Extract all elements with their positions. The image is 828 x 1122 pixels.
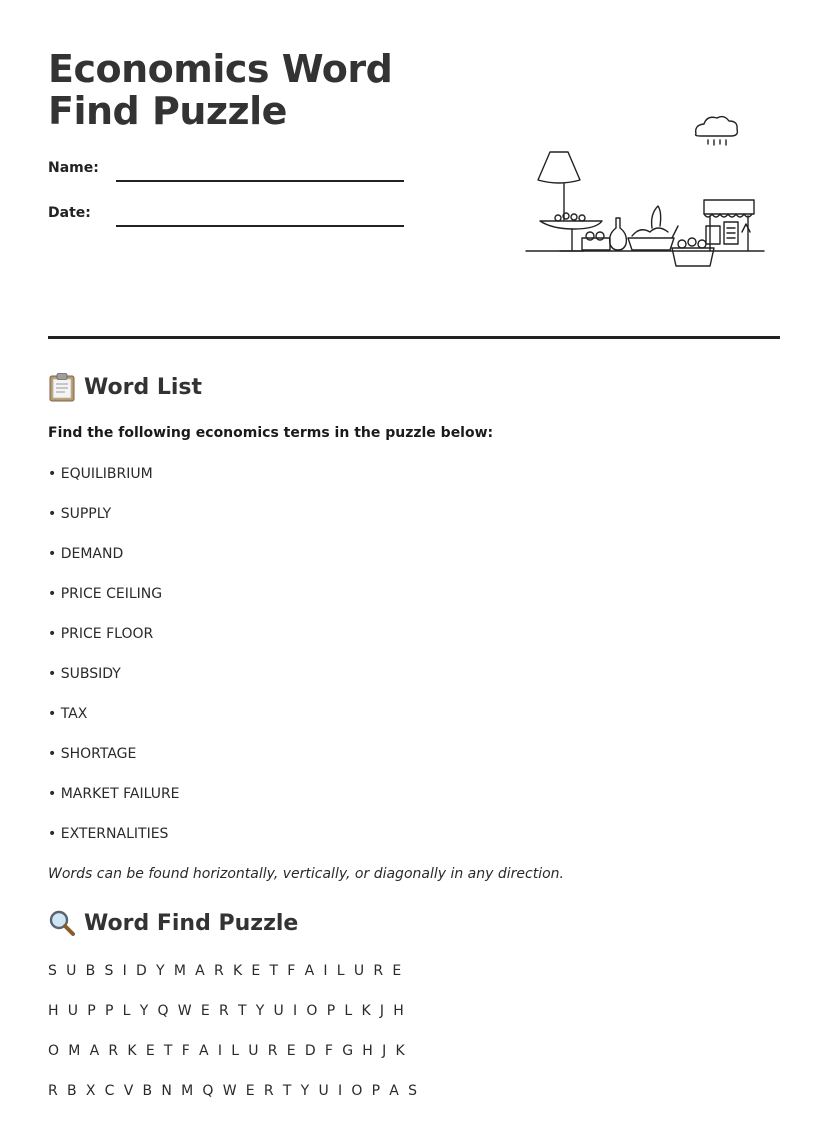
puzzle-row: S U B S I D Y M A R K E T F A I L U R E bbox=[48, 963, 404, 979]
puzzle-grid bbox=[48, 962, 419, 1122]
section-divider bbox=[48, 336, 780, 339]
list-item: • SUPPLY bbox=[48, 505, 180, 545]
puzzle-row: H U P P L Y Q W E R T Y U I O P L K J H bbox=[48, 1003, 407, 1019]
marketplace-illustration-icon bbox=[520, 108, 770, 273]
name-label: Name: bbox=[48, 160, 99, 176]
list-item: • SUBSIDY bbox=[48, 665, 180, 705]
list-item: • PRICE CEILING bbox=[48, 585, 180, 625]
list-item: • TAX bbox=[48, 705, 180, 745]
word-list-heading bbox=[48, 372, 202, 402]
list-item: • PRICE FLOOR bbox=[48, 625, 180, 665]
list-item: • EXTERNALITIES bbox=[48, 825, 180, 865]
page-title: Economics Word Find Puzzle bbox=[48, 47, 393, 133]
name-field-line[interactable] bbox=[116, 180, 404, 182]
direction-note: Words can be found horizontally, vertically, or diagonally in any direction. bbox=[48, 866, 564, 882]
puzzle-heading-text: Word Find Puzzle bbox=[84, 910, 299, 936]
word-list-intro: Find the following economics terms in the puzzle below: bbox=[48, 425, 494, 441]
list-item: • SHORTAGE bbox=[48, 745, 180, 785]
word-list bbox=[48, 465, 180, 865]
puzzle-heading bbox=[48, 909, 298, 937]
list-item: • MARKET FAILURE bbox=[48, 785, 180, 825]
clipboard-icon bbox=[48, 372, 76, 402]
puzzle-row: R B X C V B N M Q W E R T Y U I O P A S bbox=[48, 1083, 420, 1099]
list-item: • DEMAND bbox=[48, 545, 180, 585]
word-list-heading-text: Word List bbox=[84, 374, 203, 400]
puzzle-row: O M A R K E T F A I L U R E D F G H J K bbox=[48, 1043, 408, 1059]
date-label: Date: bbox=[48, 205, 91, 221]
list-item: • EQUILIBRIUM bbox=[48, 465, 180, 505]
magnifying-glass-icon bbox=[48, 909, 76, 937]
date-field-line[interactable] bbox=[116, 225, 404, 227]
